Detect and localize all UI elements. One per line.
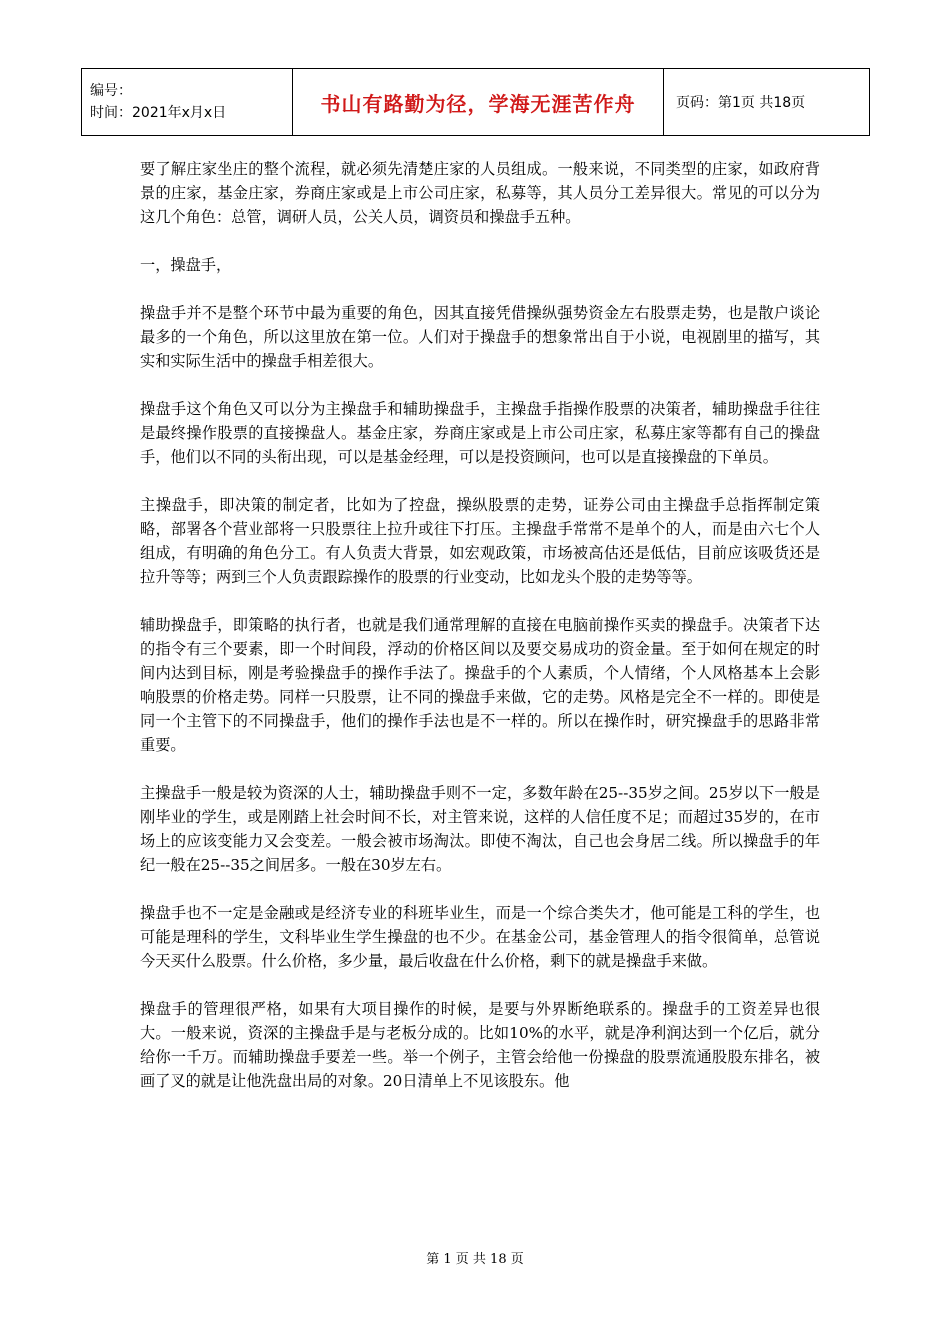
header-page-info: 页码：第1页 共18页 — [676, 95, 806, 111]
page-footer: 第 1 页 共 18 页 — [426, 1252, 524, 1267]
paragraph: 主操盘手一般是较为资深的人士，辅助操盘手则不一定，多数年龄在25--35岁之间。25岁以下一般是刚毕业的学生，或是刚踏上社会时间不长，对主管来说，这样的人信任度不足；而超过35岁的，在市场上的应该变能力又会变差。一般会被市场淘汰。即使不淘汰，自己也会身居二线。所以操盘手的年纪一般在25--35之间居多。一般在30岁左右。 — [140, 784, 820, 874]
header-page-info-cell — [664, 69, 870, 136]
paragraph: 主操盘手，即决策的制定者，比如为了控盘，操纵股票的走势，证券公司由主操盘手总指挥制定策略，部署各个营业部将一只股票往上拉升或往下打压。主操盘手常常不是单个的人，而是由六七个人组成，有明确的角色分工。有人负责大背景，如宏观政策，市场被高估还是低估，目前应该吸货还是拉升等等；两到三个人负责跟踪操作的股票的行业变动，比如龙头个股的走势等等。 — [140, 496, 820, 586]
document-date: 时间：2021年x月x日 — [90, 105, 227, 121]
header-left-cell — [82, 69, 293, 136]
header-motto: 书山有路勤为径，学海无涯苦作舟 — [320, 91, 636, 116]
document-body — [140, 157, 820, 1117]
paragraph: 操盘手这个角色又可以分为主操盘手和辅助操盘手，主操盘手指操作股票的决策者，辅助操盘手往往是最终操作股票的直接操盘人。基金庄家，券商庄家或是上市公司庄家，私募庄家等都有自己的操盘手，他们以不同的头衔出现，可以是基金经理，可以是投资顾问，也可以是直接操盘的下单员。 — [140, 400, 820, 466]
header-motto-cell — [293, 69, 664, 136]
header-table — [81, 68, 870, 136]
paragraph-intro: 要了解庄家坐庄的整个流程，就必须先清楚庄家的人员组成。一般来说，不同类型的庄家，如政府背景的庄家，基金庄家，券商庄家或是上市公司庄家，私募等，其人员分工差异很大。常见的可以分为这几个角色：总管，调研人员，公关人员，调资员和操盘手五种。 — [140, 160, 820, 226]
paragraph: 操盘手的管理很严格，如果有大项目操作的时候，是要与外界断绝联系的。操盘手的工资差异也很大。一般来说，资深的主操盘手是与老板分成的。比如10%的水平，就是净利润达到一个亿后，就分给你一千万。而辅助操盘手要差一些。举一个例子，主管会给他一份操盘的股票流通股股东排名，被画了叉的就是让他洗盘出局的对象。20日清单上不见该股东。他 — [140, 1000, 820, 1090]
document-number-label: 编号： — [90, 83, 132, 99]
paragraph: 辅助操盘手，即策略的执行者，也就是我们通常理解的直接在电脑前操作买卖的操盘手。决策者下达的指令有三个要素，即一个时间段，浮动的价格区间以及要交易成功的资金量。至于如何在规定的时间内达到目标，刚是考验操盘手的操作手法了。操盘手的个人素质，个人情绪，个人风格基本上会影响股票的价格走势。同样一只股票，让不同的操盘手来做，它的走势。风格是完全不一样的。即使是同一个主管下的不同操盘手，他们的操作手法也是不一样的。所以在操作时，研究操盘手的思路非常重要。 — [140, 616, 820, 754]
paragraph: 操盘手并不是整个环节中最为重要的角色，因其直接凭借操纵强势资金左右股票走势，也是散户谈论最多的一个角色，所以这里放在第一位。人们对于操盘手的想象常出自于小说，电视剧里的描写，其实和实际生活中的操盘手相差很大。 — [140, 304, 820, 370]
paragraph: 操盘手也不一定是金融或是经济专业的科班毕业生，而是一个综合类失才，他可能是工科的学生，也可能是理科的学生，文科毕业生学生操盘的也不少。在基金公司，基金管理人的指令很简单，总管说今天买什么股票。什么价格，多少量，最后收盘在什么价格，剩下的就是操盘手来做。 — [140, 904, 820, 970]
section-heading-trader: 一，操盘手， — [140, 256, 232, 274]
